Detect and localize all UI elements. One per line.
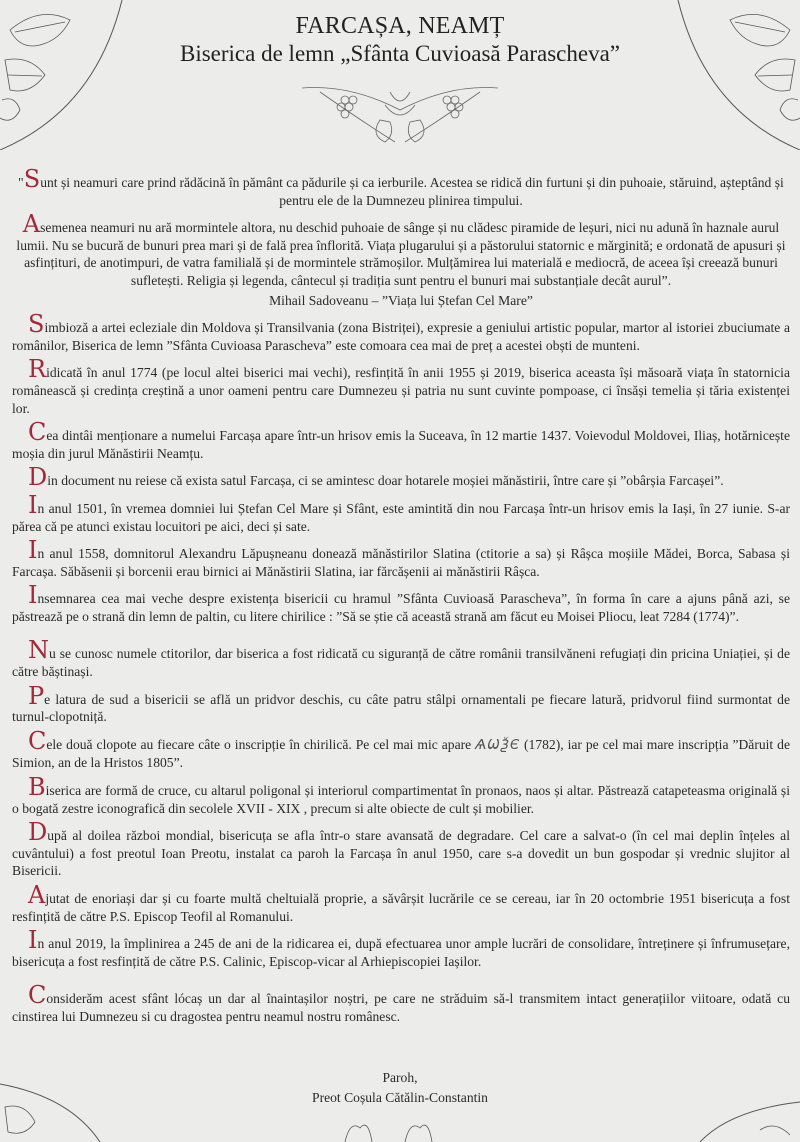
cyrillic-inscription: ѦѠѮЄ [475, 737, 521, 753]
document-body [12, 165, 790, 1034]
paragraph-text: ea dintâi menționare a numelui Farcașa apare într-un hrisov emis la Suceava, în 12 martie 1437. Voievodul Moldovei, Iliaș, hotărnicește moșia din jurul Mănăstirii Neamțu. [12, 428, 790, 461]
paragraph-text: in document nu reiese că exista satul Farcașa, ci se amintesc doar hotarele moșiei mănăstirii, între care și ”obârșia Farcașei”. [47, 473, 724, 489]
drop-cap: C [28, 981, 47, 1010]
paragraph [12, 463, 790, 492]
quote-paragraph-2 [12, 210, 790, 289]
paragraph-text: n anul 1558, domnitorul Alexandru Lăpușneanu donează mănăstirilor Slatina (ctitorie a sa) și Râșca moșiile Mădei, Borca, Sabasa și Farcașa. Săbăsenii și borcenii erau birnici ai Mănăstirii Slatina, iar fărcășenii ai mănăstirii Râșca. [12, 546, 790, 579]
paragraph-text: imbioză a artei ecleziale din Moldova și Transilvania (zona Bistriței), expresie a geniului artistic popular, martor al istoriei zbuciumate a românilor, Biserica de lemn ”Sfânta Cuvioasa Parascheva” este comoara cea mai de preț a acestei obști de munteni. [12, 320, 790, 353]
paragraph [12, 418, 790, 462]
paragraph-text: semenea neamuri nu ară mormintele altora, nu deschid puhoaie de sânge și nu clădesc piramide de leșuri, nici nu adună în haznale aurul lumii. Nu se bucură de bunuri prea mari și de fală prea înflorită. Viața plugarului și a păstorului statornic e mărginită; e ordonată de apusuri și asfințituri, de anotimpuri, de vatra familială și de mormintele strămoșilor. Mulțămirea lui materială e mediocră, de aceea își creează bunuri sufletești. Religia și legenda, cântecul și tradiția sunt pentru el bunuri mai substanțiale decât aurul”. [16, 220, 786, 288]
paragraph [12, 926, 790, 970]
paragraph [12, 636, 790, 680]
paragraph [12, 490, 790, 535]
paragraph [12, 536, 790, 580]
drop-cap: D [28, 818, 48, 847]
page-subtitle: Biserica de lemn „Sfânta Cuvioasă Parascheva” [179, 41, 621, 66]
drop-cap: P [28, 681, 45, 710]
paragraph [12, 818, 790, 880]
paragraph [12, 355, 790, 417]
signature-name: Preot Coșula Cătălin-Constantin [312, 1090, 488, 1105]
bottom-center-ornament-icon [320, 1118, 470, 1142]
paragraph [12, 581, 790, 625]
paragraph [12, 310, 790, 354]
paragraph-text: e latura de sud a bisericii se află un pridvor deschis, cu câte patru stâlpi ornamentali pe fiecare latură, pridvorul fiind surmontat de turnul-clopotniță. [12, 691, 790, 725]
drop-cap: I [28, 581, 38, 610]
paragraph [12, 881, 790, 925]
drop-cap: I [28, 926, 38, 955]
quote-mark: " [18, 175, 24, 190]
quote-citation: Mihail Sadoveanu – ”Viața lui Ștefan Cel Mare” [269, 292, 533, 308]
signature-block [0, 1068, 800, 1108]
paragraph-bells [12, 726, 790, 772]
drop-cap: I [28, 490, 38, 519]
drop-cap: C [28, 726, 47, 755]
paragraph-text: n anul 1501, în vremea domniei lui Ștefan Cel Mare și Sfânt, este amintită din nou Farcașa într-un hrisov emis la Iași, în 27 iunie. S-ar părea că pe atunci existau locuitori pe aici, deci și sate. [12, 500, 790, 534]
signature-role: Paroh, [382, 1070, 418, 1085]
drop-cap: A [22, 210, 41, 239]
paragraph-text: idicată în anul 1774 (pe locul altei biserici mai vechi), resfințită în anii 1955 și 2019, biserica aceasta își măsoară viața în statornicia românească și credința creștină a unor oameni pentru care Dumnezeu și patria nu sunt cuvinte pompoase, ci însăși temelia și tăria existenței lor. [12, 365, 790, 416]
drop-cap: B [28, 773, 46, 802]
paragraph-text: jutat de enoriași dar și cu foarte multă cheltuială proprie, a săvârșit lucrările ce se cereau, iar în 20 octombrie 1951 bisericuța a fost resfințită de către P.S. Episcop Teofil al Romanului. [12, 891, 790, 924]
paragraph [12, 681, 790, 726]
grapevine-ornament-icon [300, 80, 500, 148]
paragraph-text: n anul 2019, la împlinirea a 245 de ani de la ridicarea ei, după efectuarea unor ample lucrări de consolidare, întreținere și înfrumusețare, bisericuța a fost resfințită de către P.S. Calinic, Episcop-vicar al Arhiepiscopiei Iașilor. [12, 936, 790, 969]
paragraph-text: ele două clopote au fiecare câte o inscripție în chirilică. Pe cel mai mic apare [46, 736, 476, 752]
drop-cap: I [28, 536, 38, 565]
drop-cap: S [28, 310, 45, 339]
drop-cap: N [28, 636, 49, 665]
paragraph-text: u se cunosc numele ctitorilor, dar biserica a fost ridicată cu siguranță de către românii transilvăneni refugiați din pricina Uniației, și de către băștinași. [12, 646, 790, 680]
paragraph-text: nsemnarea cea mai veche despre existența bisericii cu hramul ”Sfânta Cuvioasă Parascheva”, în forma în care a ajuns până azi, se păstrează pe o strană din lemn de paltin, cu litere chirilice : ”Să se știe că această strană am făcut eu Moisei Pliocu, leat 7284 (1774)”. [12, 591, 790, 624]
drop-cap: D [28, 463, 48, 492]
drop-cap: S [23, 165, 41, 193]
page-header [0, 12, 800, 68]
quote-paragraph-1 [12, 165, 790, 209]
paragraph-text: onsiderăm acest sfânt lócaș un dar al înaintașilor noștri, pe care ne străduim să-l transmitem intact generațiilor viitoare, odată cu cinstirea lui Dumnezeu si cu dragostea pentru neamul nostru românesc. [12, 991, 790, 1024]
paragraph [12, 773, 790, 817]
page-title: FARCAȘA, NEAMȚ [295, 13, 505, 39]
drop-cap: R [28, 355, 47, 384]
closing-paragraph [12, 981, 790, 1025]
paragraph-text: (1782), iar pe cel mai mare inscripția ”Dăruit de Simion, an de la Hristos 1805”. [12, 736, 790, 771]
drop-cap: C [28, 418, 47, 447]
paragraph-text: iserica are formă de cruce, cu altarul poligonal și interiorul compartimentat în pronaos, naos și altar. Păstrează catapeteasma originală și o bogată zestre iconografică din secolele XVII - XIX , precum si alte obiecte de cult și mobilier. [12, 783, 790, 816]
drop-cap: A [28, 881, 46, 909]
paragraph-text: upă al doilea război mondial, bisericuța se afla într-o stare avansată de degradare. Cel care a salvat-o (în cel mai deplin înțeles al cuvântului) a fost preotul Ioan Preotu, instalat ca paroh la Farcașa în anul 1950, care s-a dovedit un bun gospodar și vrednic slujitor al Bisericii. [12, 828, 790, 879]
paragraph-text: unt și neamuri care prind rădăcină în pământ ca pădurile și ca ierburile. Acestea se ridică din furtuni și din puhoaie, stăruind, așteptând și pentru ele de la Dumnezeu plinirea timpului. [40, 175, 784, 208]
